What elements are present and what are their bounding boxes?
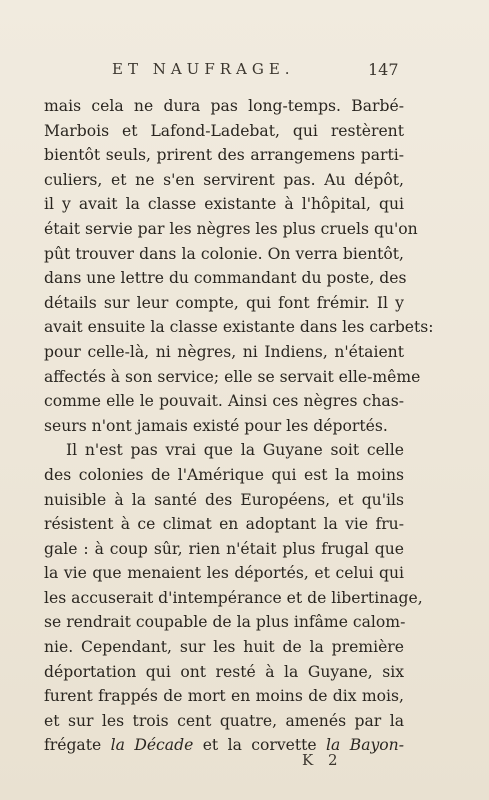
- text-line: nuisible à la santé des Européens, et qu'ils: [44, 490, 404, 509]
- text-line: il y avait la classe existante à l'hôpital, qui: [44, 195, 404, 214]
- text-line: était servie par les nègres les plus cruels qu'on: [44, 219, 418, 238]
- text-line: la vie que menaient les déportés, et celui qui: [44, 564, 404, 583]
- text-line: déportation qui ont resté à la Guyane, six: [44, 662, 404, 681]
- text-line: furent frappés de mort en moins de dix mois,: [44, 687, 404, 706]
- text-line: avait ensuite la classe existante dans les carbets:: [44, 318, 434, 337]
- text-line: Marbois et Lafond-Ladebat, qui restèrent: [44, 121, 404, 140]
- text-line: seurs n'ont jamais existé pour les déportés.: [44, 416, 388, 435]
- text-line: détails sur leur compte, qui font frémir. Il y: [44, 293, 404, 312]
- text-line: gale : à coup sûr, rien n'était plus frugal que: [44, 539, 404, 558]
- text-line: résistent à ce climat en adoptant la vie fru-: [44, 515, 404, 534]
- signature-mark: K 2: [302, 751, 343, 769]
- running-head: ET NAUFRAGE.: [112, 60, 295, 78]
- text-line: comme elle le pouvait. Ainsi ces nègres chas-: [44, 392, 404, 411]
- text-fragment: frégate: [44, 736, 111, 755]
- text-line-with-italics: [44, 733, 404, 758]
- text-line: des colonies de l'Amérique qui est la moins: [44, 465, 404, 484]
- text-line: nie. Cependant, sur les huit de la première: [44, 638, 404, 657]
- page-number: 147: [368, 60, 399, 79]
- text-line: mais cela ne dura pas long-temps. Barbé-: [44, 97, 404, 115]
- text-line: se rendrait coupable de la plus infâme calom-: [44, 613, 406, 632]
- ship-name-bayonnaise: la Bayon-: [326, 736, 404, 755]
- ship-name-decade: la Décade: [110, 736, 194, 755]
- text-fragment: et la corvette: [193, 736, 327, 755]
- text-line: affectés à son service; elle se servait elle-même: [44, 367, 421, 386]
- paragraph-start-line: Il n'est pas vrai que la Guyane soit celle: [66, 441, 404, 460]
- text-line: et sur les trois cent quatre, amenés par la: [44, 711, 404, 730]
- text-line: culiers, et ne s'en servirent pas. Au dépôt,: [44, 170, 404, 189]
- text-line: bientôt seuls, prirent des arrangemens parti-: [44, 146, 404, 165]
- text-line: dans une lettre du commandant du poste, des: [44, 269, 407, 288]
- text-line: pût trouver dans la colonie. On verra bientôt,: [44, 244, 404, 263]
- text-line: pour celle-là, ni nègres, ni Indiens, n'étaient: [44, 342, 404, 361]
- text-line: les accuserait d'intempérance et de libertinage,: [44, 588, 423, 607]
- body-text: [44, 94, 434, 758]
